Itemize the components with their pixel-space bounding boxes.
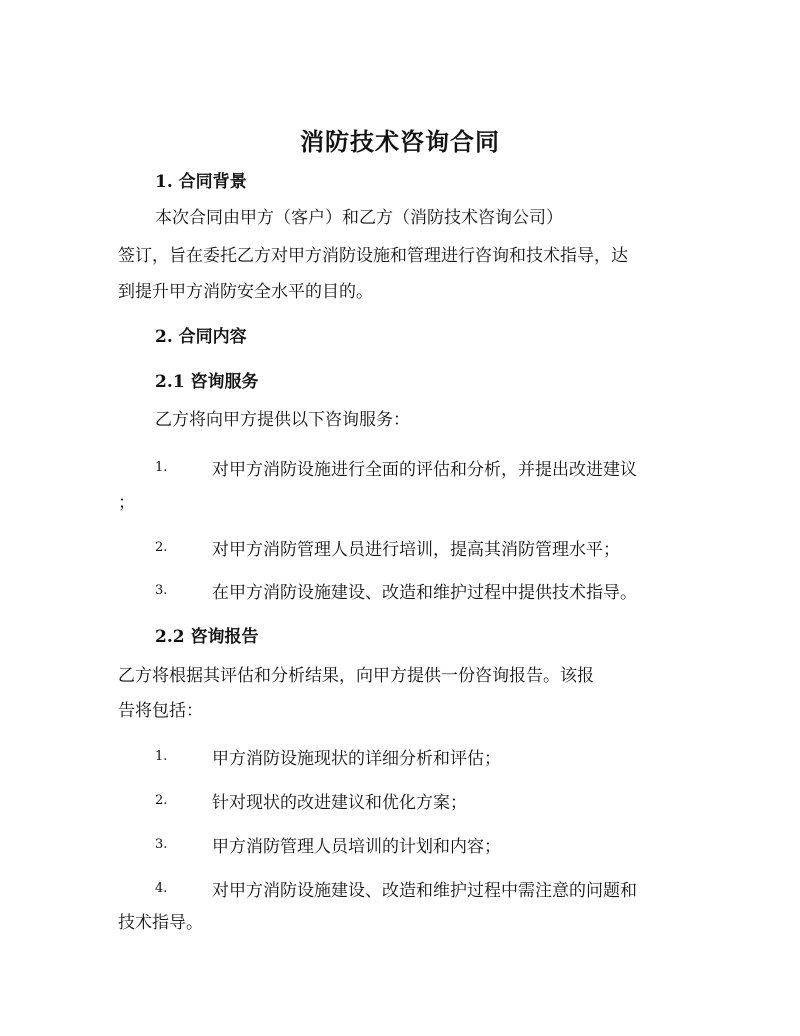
list-item-number: 2. [155, 793, 168, 808]
list-item-text: 甲方消防设施现状的详细分析和评估； [212, 749, 501, 769]
list-item-number: 1. [155, 749, 168, 764]
list-item-number: 3. [155, 837, 168, 852]
section-2-heading: 2. 合同内容 [155, 327, 247, 347]
document-title: 消防技术咨询合同 [300, 127, 500, 156]
list-item-text: 对甲方消防设施建设、改造和维护过程中需注意的问题和 [212, 881, 637, 901]
list-item-text: 甲方消防管理人员培训的计划和内容； [212, 837, 501, 857]
list-item-number: 1. [155, 460, 168, 475]
list-item-number: 4. [155, 881, 168, 896]
subsection-2-2-intro-line-2: 告将包括： [118, 701, 203, 721]
subsection-2-1-intro: 乙方将向甲方提供以下咨询服务： [155, 410, 410, 430]
subsection-2-1-heading: 2.1 咨询服务 [155, 372, 259, 392]
list-item-text: 在甲方消防设施建设、改造和维护过程中提供技术指导。 [212, 583, 637, 603]
section-1-heading: 1. 合同背景 [155, 172, 247, 192]
subsection-2-2-intro-line-1: 乙方将根据其评估和分析结果，向甲方提供一份咨询报告。该报 [118, 666, 594, 686]
section-1-para-line-2: 签订，旨在委托乙方对甲方消防设施和管理进行咨询和技术指导，达 [118, 246, 628, 266]
subsection-2-2-heading: 2.2 咨询报告 [155, 627, 259, 647]
list-item-text: 针对现状的改进建议和优化方案； [212, 793, 467, 813]
section-1-para-line-3: 到提升甲方消防安全水平的目的。 [118, 282, 373, 302]
list-item-text: 对甲方消防设施进行全面的评估和分析，并提出改进建议 [212, 460, 637, 480]
list-item-number: 3. [155, 583, 168, 598]
list-item-continuation: 技术指导。 [118, 913, 203, 933]
list-item-continuation: ； [118, 493, 135, 513]
list-item-text: 对甲方消防管理人员进行培训，提高其消防管理水平； [212, 540, 620, 560]
section-1-para-line-1: 本次合同由甲方（客户）和乙方（消防技术咨询公司） [155, 208, 563, 228]
list-item-number: 2. [155, 540, 168, 555]
